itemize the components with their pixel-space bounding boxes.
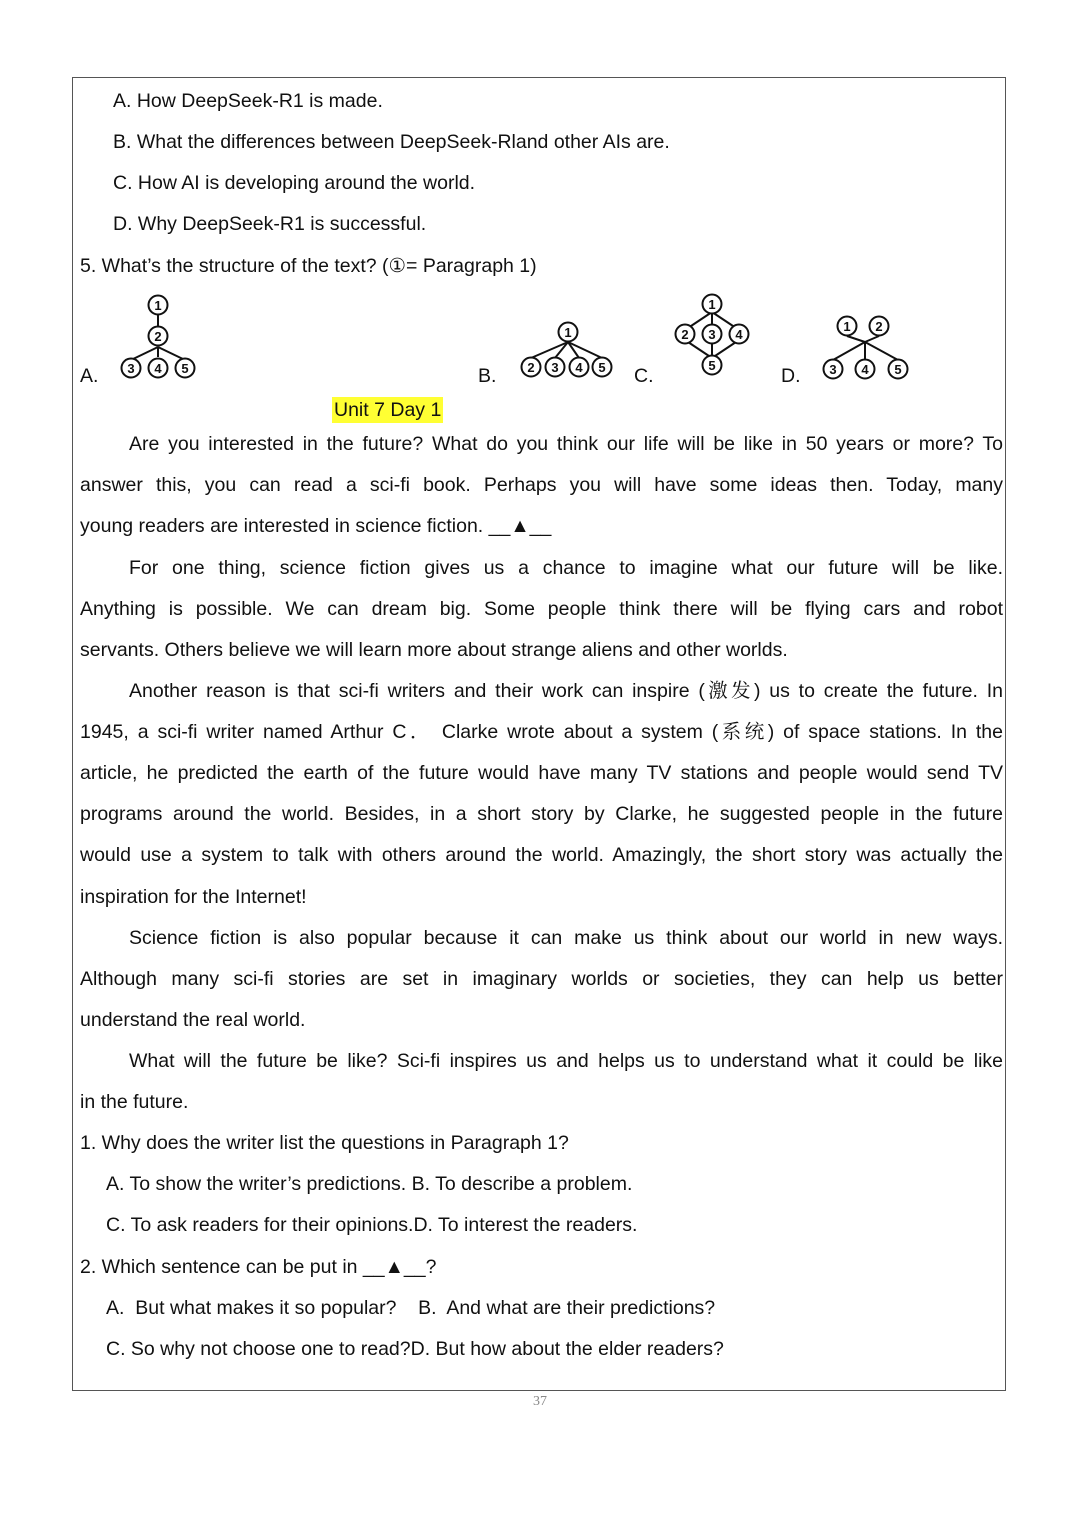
- q5-option-d-label: D.: [781, 365, 801, 387]
- node-3: 3: [551, 360, 559, 375]
- passage-line: servants. Others believe we will learn more about strange aliens and other worlds.: [80, 639, 788, 661]
- passage-line: 1945, a sci-fi writer named Arthur C． Clarke wrote about a system (系统) of space stations. In the: [80, 721, 1003, 743]
- structure-diagram-b: [518, 318, 616, 382]
- node-2: 2: [154, 329, 162, 344]
- passage-line: Are you interested in the future? What do you think our life will be like in 50 years or more? To: [129, 433, 1003, 455]
- question-1-options-row-1: A. To show the writer’s predictions. B. To describe a problem.: [106, 1173, 633, 1195]
- passage-line: would use a system to talk with others around the world. Amazingly, the short story was actually the: [80, 844, 1003, 866]
- q5-option-b-label: B.: [478, 365, 497, 387]
- q4-option-b: B. What the differences between DeepSeek-Rland other AIs are.: [113, 131, 670, 153]
- structure-diagram-d: [816, 312, 914, 384]
- node-2: 2: [875, 319, 883, 334]
- node-4: 4: [575, 360, 583, 375]
- node-4: 4: [861, 362, 869, 377]
- node-5: 5: [181, 361, 189, 376]
- q5-option-c-label: C.: [634, 365, 654, 387]
- node-2: 2: [527, 360, 535, 375]
- q4-option-c: C. How AI is developing around the world.: [113, 172, 476, 194]
- passage-line: Another reason is that sci-fi writers and their work can inspire (激发) us to create the future. In: [129, 680, 1003, 702]
- node-1: 1: [843, 319, 851, 334]
- node-5: 5: [894, 362, 902, 377]
- node-2: 2: [681, 327, 689, 342]
- q4-option-a: A. How DeepSeek-R1 is made.: [113, 90, 383, 112]
- section-title: Unit 7 Day 1: [334, 399, 442, 421]
- q5-option-a-label: A.: [80, 365, 99, 387]
- structure-diagram-c: [670, 292, 756, 378]
- q4-option-d: D. Why DeepSeek-R1 is successful.: [113, 213, 427, 235]
- passage-line: For one thing, science fiction gives us a chance to imagine what our future will be like.: [129, 557, 1003, 579]
- passage-line: inspiration for the Internet!: [80, 886, 307, 908]
- passage-line: Science fiction is also popular because it can make us think about our world in new ways.: [129, 927, 1003, 949]
- question-2-options-row-1: A. But what makes it so popular? B. And what are their predictions?: [106, 1297, 716, 1319]
- structure-diagram-a: [116, 292, 200, 384]
- passage-line: programs around the world. Besides, in a short story by Clarke, he suggested people in the future: [80, 803, 1003, 825]
- passage-line: What will the future be like? Sci-fi inspires us and helps us to understand what it could be like: [129, 1050, 1003, 1072]
- node-1: 1: [154, 298, 162, 313]
- question-1-options-row-2: C. To ask readers for their opinions.D. To interest the readers.: [106, 1214, 638, 1236]
- node-4: 4: [154, 361, 162, 376]
- q5-stem: 5. What’s the structure of the text? (①= Paragraph 1): [80, 255, 537, 277]
- passage-line: understand the real world.: [80, 1009, 306, 1031]
- page-number: 37: [533, 1394, 547, 1409]
- node-5: 5: [598, 360, 606, 375]
- passage-line-with-blank: young readers are interested in science fiction. __▲__: [80, 515, 552, 537]
- question-1-stem: 1. Why does the writer list the questions in Paragraph 1?: [80, 1132, 569, 1154]
- passage-line: in the future.: [80, 1091, 189, 1113]
- passage-line: answer this, you can read a sci-fi book. Perhaps you will have some ideas then. Today, many: [80, 474, 1003, 496]
- node-3: 3: [708, 327, 716, 342]
- question-2-options-row-2: C. So why not choose one to read?D. But how about the elder readers?: [106, 1338, 724, 1360]
- passage-line: Anything is possible. We can dream big. Some people think there will be flying cars and robot: [80, 598, 1003, 620]
- node-4: 4: [735, 327, 743, 342]
- node-1: 1: [564, 325, 572, 340]
- question-2-stem: 2. Which sentence can be put in __▲__?: [80, 1256, 437, 1278]
- passage-line: article, he predicted the earth of the future would have many TV stations and people would send TV: [80, 762, 1003, 784]
- node-1: 1: [708, 297, 716, 312]
- passage-line: Although many sci-fi stories are set in imaginary worlds or societies, they can help us better: [80, 968, 1003, 990]
- node-3: 3: [127, 361, 135, 376]
- node-5: 5: [708, 358, 716, 373]
- node-3: 3: [829, 362, 837, 377]
